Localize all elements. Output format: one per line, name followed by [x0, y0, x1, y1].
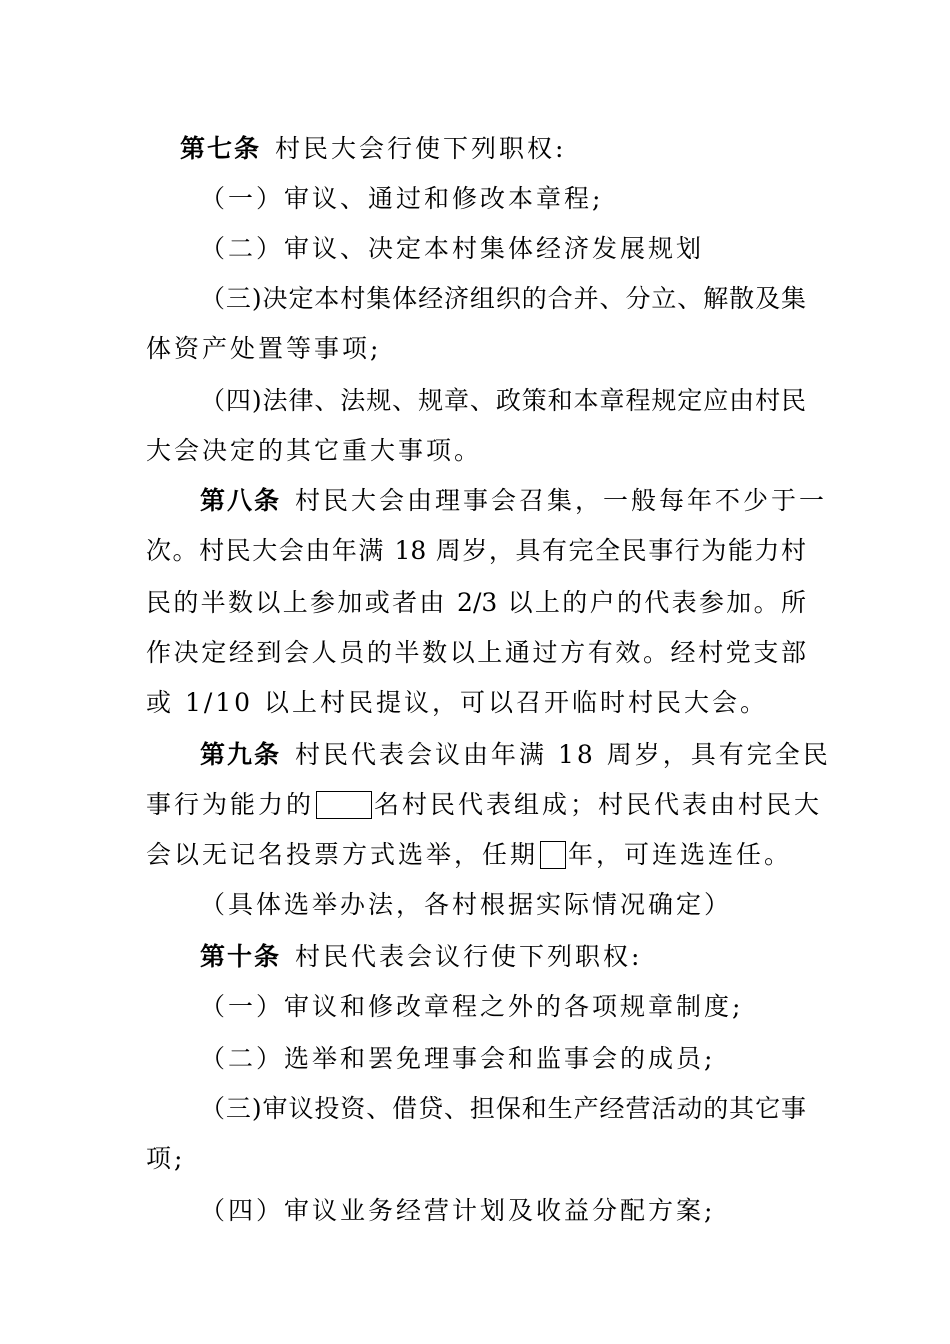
article-9-line-3 [146, 830, 806, 880]
article-10-item-1: （一）审议和修改章程之外的各项规章制度; [200, 992, 744, 1021]
article-7-item-1: （一）审议、通过和修改本章程; [200, 184, 604, 213]
article-8-line-2: 次。村民大会由年满 18 周岁，具有完全民事行为能力村 [146, 536, 806, 565]
article-9-line-2-end: 名村民代表组成；村民代表由村民大 [374, 790, 823, 819]
article-10-intro [200, 932, 806, 982]
article-9-line-2 [146, 780, 823, 830]
article-10-heading: 第十条 [200, 942, 282, 971]
article-10-item-2: （二）选举和罢免理事会和监事会的成员; [200, 1044, 716, 1073]
article-9-line-3-end: 年，可连选连任。 [568, 840, 793, 869]
article-10-item-3-line-1: （三)审议投资、借贷、担保和生产经营活动的其它事 [200, 1094, 806, 1123]
article-7-intro-text: 村民大会行使下列职权: [275, 134, 567, 163]
article-7-item-3-line-2: 体资产处置等事项; [146, 334, 382, 363]
article-7-item-4-line-1: （四)法律、法规、规章、政策和本章程规定应由村民 [200, 386, 806, 415]
article-7-item-4-line-2: 大会决定的其它重大事项。 [146, 436, 483, 465]
article-7-item-2: （二）审议、决定本村集体经济发展规划 [200, 234, 705, 263]
article-8-line-3: 民的半数以上参加或者由 2/3 以上的户的代表参加。所 [146, 588, 806, 617]
article-10-intro-text: 村民代表会议行使下列职权: [295, 942, 643, 971]
article-8-line-1 [200, 476, 828, 526]
article-7-heading: 第七条 [180, 134, 262, 163]
article-10-item-3-line-2: 项; [146, 1144, 186, 1173]
article-9-note: （具体选举办法，各村根据实际情况确定） [200, 890, 733, 919]
article-9-line-3-start: 会以无记名投票方式选举，任期 [146, 840, 539, 869]
article-8-line-4: 作决定经到会人员的半数以上通过方有效。经村党支部 [146, 638, 806, 667]
article-8-line-1-text: 村民大会由理事会召集，一般每年不少于一 [295, 486, 828, 515]
representative-count-blank [316, 791, 372, 819]
article-9-line-2-start: 事行为能力的 [146, 790, 315, 819]
article-7-intro [180, 124, 806, 174]
article-8-line-5: 或 1/10 以上村民提议，可以召开临时村民大会。 [146, 688, 769, 717]
article-8-heading: 第八条 [200, 486, 282, 515]
article-7-item-3-line-1: （三)决定本村集体经济组织的合并、分立、解散及集 [200, 284, 806, 313]
term-years-blank [540, 841, 566, 869]
article-10-item-4: （四）审议业务经营计划及收益分配方案; [200, 1196, 716, 1225]
article-9-line-1-text: 村民代表会议由年满 18 周岁，具有完全民 [295, 740, 831, 769]
article-9-line-1 [200, 730, 831, 780]
article-9-heading: 第九条 [200, 740, 282, 769]
